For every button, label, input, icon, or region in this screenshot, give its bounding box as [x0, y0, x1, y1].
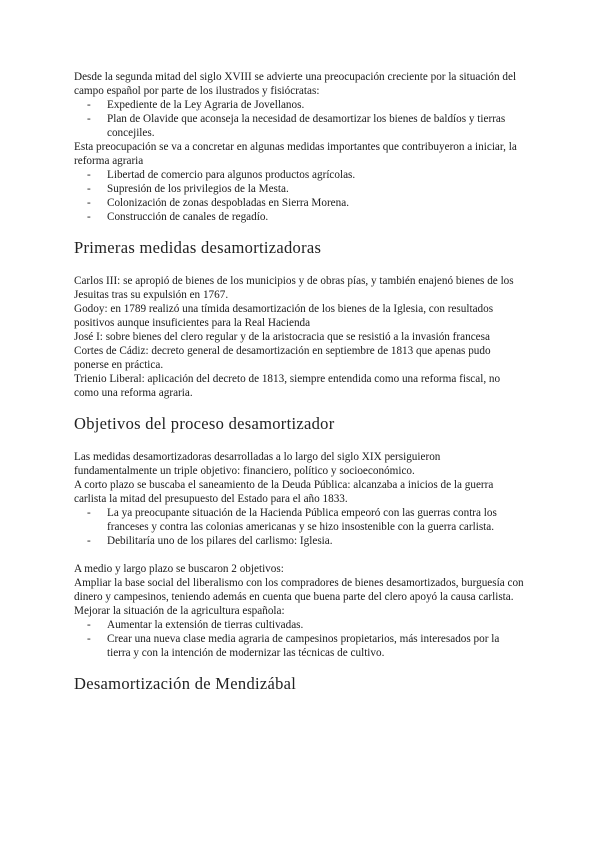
document-page: [74, 70, 524, 694]
objetivos-paragraph: Las medidas desamortizadoras desarrolladas a lo largo del siglo XIX persiguieron fundamentalmente un triple objetivo: financiero, político y socioeconómico.: [74, 451, 441, 477]
list-item: - La ya preocupante situación de la Hacienda Pública empeoró con las guerras contra los franceses y contra las colonias americanas y se hizo insostenible con la guerra carlista.: [107, 506, 524, 534]
section-heading-mendizabal: Desamortización de Mendizábal: [74, 674, 297, 693]
intro-list-2: [74, 168, 524, 224]
objetivos-paragraph: Mejorar la situación de la agricultura española:: [74, 605, 285, 617]
list-item: - Aumentar la extensión de tierras cultivadas.: [107, 618, 524, 632]
objetivos-list-1: [74, 506, 524, 548]
intro-paragraph: Desde la segunda mitad del siglo XVIII se advierte una preocupación creciente por la situación del campo español por parte de los ilustrados y fisiócratas:: [74, 71, 517, 97]
objetivos-list-2: [74, 618, 524, 660]
list-item: - Colonización de zonas despobladas en Sierra Morena.: [107, 196, 524, 210]
intro-paragraph-2: Esta preocupación se va a concretar en algunas medidas importantes que contribuyeron a iniciar, la reforma agraria: [74, 141, 517, 167]
objetivos-paragraph: A corto plazo se buscaba el saneamiento de la Deuda Pública: alcanzaba a inicios de la guerra carlista la mitad del presupuesto del Estado para el año 1833.: [74, 479, 494, 505]
objetivos-paragraph: Ampliar la base social del liberalismo con los compradores de bienes desamortizados, burguesía con dinero y campesinos, teniendo además en cuenta que buena parte del clero apoyó la causa carlista.: [74, 577, 524, 603]
primeras-item: José I: sobre bienes del clero regular y de la aristocracia que se resistió a la invasión francesa: [74, 331, 490, 343]
section-heading-primeras: Primeras medidas desamortizadoras: [74, 238, 322, 257]
list-item: - Libertad de comercio para algunos productos agrícolas.: [107, 168, 524, 182]
list-item: - Crear una nueva clase media agraria de campesinos propietarios, más interesados por la tierra y con la intención de modernizar las técnicas de cultivo.: [107, 632, 524, 660]
primeras-item: Godoy: en 1789 realizó una tímida desamortización de los bienes de la Iglesia, con resultados positivos aunque insuficientes para la Real Hacienda: [74, 303, 494, 329]
list-item: - Plan de Olavide que aconseja la necesidad de desamortizar los bienes de baldíos y tierras concejiles.: [107, 112, 524, 140]
intro-list-1: [74, 98, 524, 140]
list-item: - Construcción de canales de regadío.: [107, 210, 524, 224]
primeras-item: Cortes de Cádiz: decreto general de desamortización en septiembre de 1813 que apenas pudo ponerse en práctica.: [74, 345, 491, 371]
section-heading-objetivos: Objetivos del proceso desamortizador: [74, 414, 335, 433]
list-item: - Supresión de los privilegios de la Mesta.: [107, 182, 524, 196]
primeras-item: Trienio Liberal: aplicación del decreto de 1813, siempre entendida como una reforma fiscal, no como una reforma agraria.: [74, 373, 501, 399]
list-item: - Expediente de la Ley Agraria de Jovellanos.: [107, 98, 524, 112]
list-item: - Debilitaría uno de los pilares del carlismo: Iglesia.: [107, 534, 524, 548]
objetivos-paragraph: A medio y largo plazo se buscaron 2 objetivos:: [74, 563, 284, 575]
primeras-item: Carlos III: se apropió de bienes de los municipios y de obras pías, y también enajenó bienes de los Jesuitas tras su expulsión en 1767.: [74, 275, 514, 301]
